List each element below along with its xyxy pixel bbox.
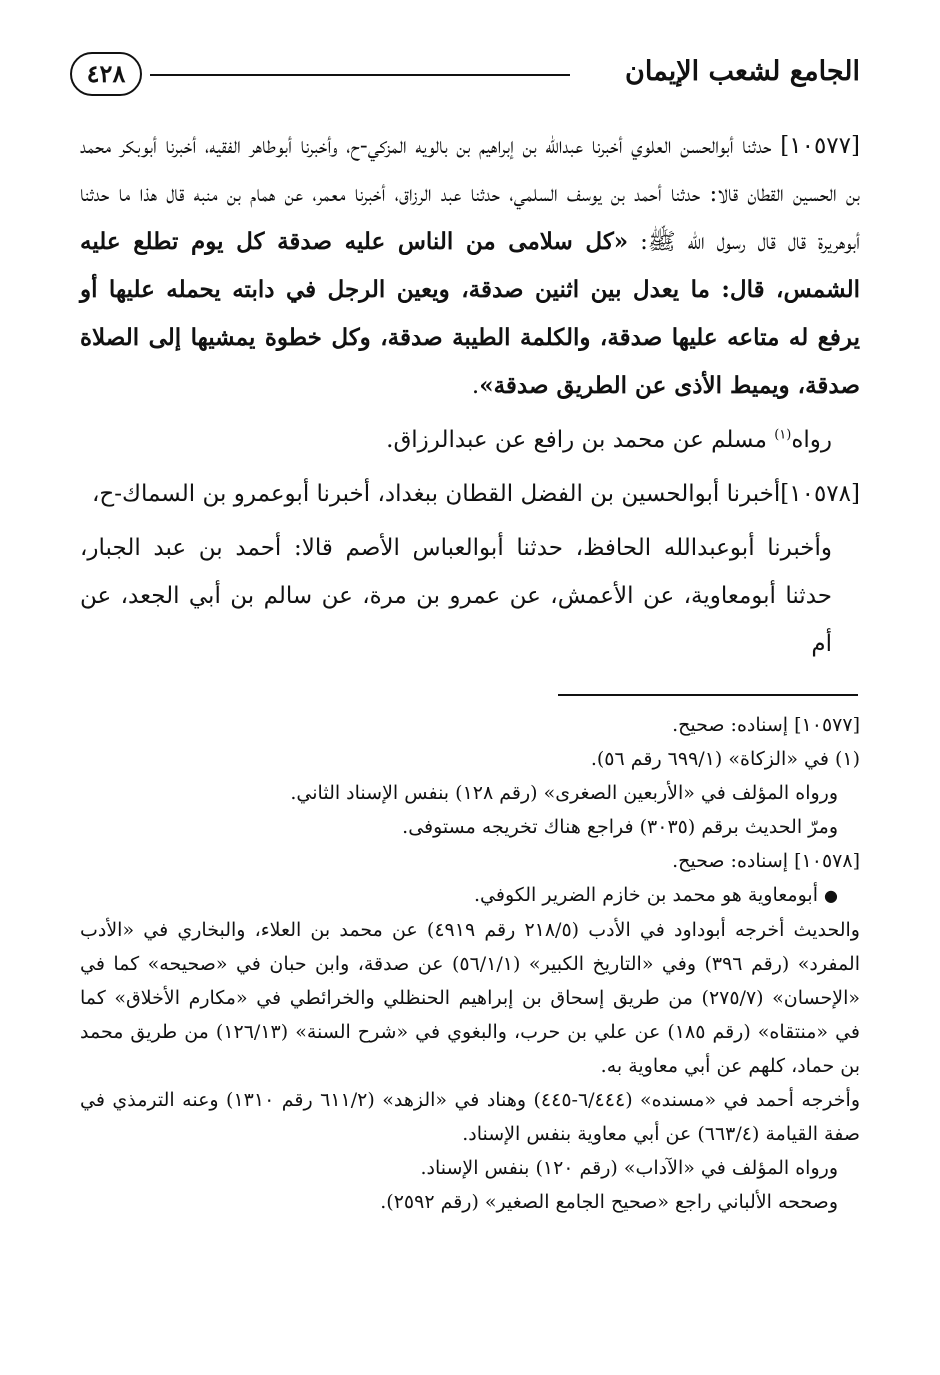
isnad-text: حدثنا أبوالحسن العلوي أخبرنا عبدالله بن إبراهيم بن بالويه المزكي-ح، وأخبرنا أبوطاهر الفقيه، أخبرنا أبوبكر محمد بن الحسين القطان قالا: حدثنا أحمد بن يوسف السلمي، حدثنا عبد الرزاق، أخبرنا معمر، عن همام بن منبه قال هذا ما حدثنا أبوهريرة قال قال رسول الله ﷺ: bbox=[80, 133, 860, 255]
riwaya-prefix: رواه bbox=[791, 427, 832, 453]
hadith-10577 bbox=[80, 122, 860, 410]
footnote-line: وصححه الألباني راجع «صحيح الجامع الصغير» (رقم ٢٥٩٢). bbox=[380, 1191, 838, 1213]
matn-end: . bbox=[471, 373, 480, 399]
footnote-line: ورواه المؤلف في «الأربعين الصغرى» (رقم ١٢٨) بنفس الإسناد الثاني. bbox=[290, 782, 838, 804]
footnote-1: (١) في «الزكاة» (٦٩٩/١ رقم ٥٦). bbox=[590, 748, 860, 770]
isnad-text: أخبرنا أبوالحسين بن الفضل القطان ببغداد، أخبرنا أبوعمرو بن السماك-ح، bbox=[91, 481, 781, 507]
hadith-number: [١٠٥٧٧] bbox=[780, 133, 860, 159]
riwaya-text: مسلم عن محمد بن رافع عن عبدالرزاق. bbox=[386, 427, 775, 453]
footnote-number: [١٠٥٧٨] bbox=[794, 850, 860, 872]
footnote-line bbox=[80, 878, 860, 913]
main-text bbox=[80, 122, 860, 668]
footnote-ref: (١) bbox=[774, 427, 792, 443]
running-title: الجامع لشعب الإيمان bbox=[625, 56, 860, 87]
footnote-takhrij: وأخرجه أحمد في «مسنده» (٦/٤٤٤-٤٤٥) وهناد في «الزهد» (٦١١/٢ رقم ١٣١٠) وعنه الترمذي في صفة القيامة (٦٦٣/٤) عن أبي معاوية بنفس الإسناد. bbox=[80, 1089, 860, 1145]
footnote-isnad-10577 bbox=[80, 708, 860, 742]
hadith-10578-line2: وأخبرنا أبوعبدالله الحافظ، حدثنا أبوالعباس الأصم قالا: أحمد بن عبد الجبار، حدثنا أبومعاوية، عن الأعمش، عن عمرو بن مرة، عن سالم بن أبي الجعد، عن أم bbox=[80, 535, 832, 657]
page-header bbox=[70, 52, 860, 102]
footnote-text: إسناده: صحيح. bbox=[672, 714, 795, 736]
page-number: ٤٢٨ bbox=[70, 52, 142, 96]
footnotes bbox=[80, 708, 860, 1219]
footnote-line: ومرّ الحديث برقم (٣٠٣٥) فراجع هناك تخريجه مستوفى. bbox=[402, 816, 838, 838]
hadith-number: [١٠٥٧٨] bbox=[780, 481, 860, 507]
footnote-text: أبومعاوية هو محمد بن خازم الضرير الكوفي. bbox=[473, 884, 825, 906]
footnote-isnad-10578 bbox=[80, 844, 860, 878]
matn-text: «كل سلامى من الناس عليه صدقة كل يوم تطلع عليه الشمس، قال: ما يعدل بين اثنين صدقة، ويعين الرجل في دابته يحمله عليها أو يرفع له متاعه عليها صدقة، والكلمة الطيبة صدقة، وكل خطوة يمشيها إلى الصلاة صدقة، ويميط الأذى عن الطريق صدقة» bbox=[80, 228, 860, 399]
header-rule bbox=[150, 74, 570, 76]
hadith-10578-line1 bbox=[80, 470, 860, 518]
footnote-line: ورواه المؤلف في «الآداب» (رقم ١٢٠) بنفس الإسناد. bbox=[420, 1157, 838, 1179]
riwaya-line bbox=[80, 416, 860, 464]
footnote-number: [١٠٥٧٧] bbox=[794, 714, 860, 736]
footnote-takhrij: والحديث أخرجه أبوداود في الأدب (٢١٨/٥ رقم ٤٩١٩) عن محمد بن العلاء، والبخاري في «الأدب المفرد» (رقم ٣٩٦) وفي «التاريخ الكبير» (٥٦/١/١) عن صدقة، وابن حبان في «صحيحه» كما في «الإحسان» (٢٧٥/٧) من طريق إسحاق بن إبراهيم الحنظلي والخرائطي في «مكارم الأخلاق» كما في «منتقاه» (رقم ١٨٥) عن علي بن حرب، والبغوي في «شرح السنة» (١٢٦/١٣) من طريق محمد بن حماد، كلهم عن أبي معاوية به. bbox=[80, 919, 861, 1077]
footnote-separator bbox=[558, 694, 858, 696]
bullet-icon: ● bbox=[824, 886, 838, 905]
footnote-text: إسناده: صحيح. bbox=[672, 850, 795, 872]
